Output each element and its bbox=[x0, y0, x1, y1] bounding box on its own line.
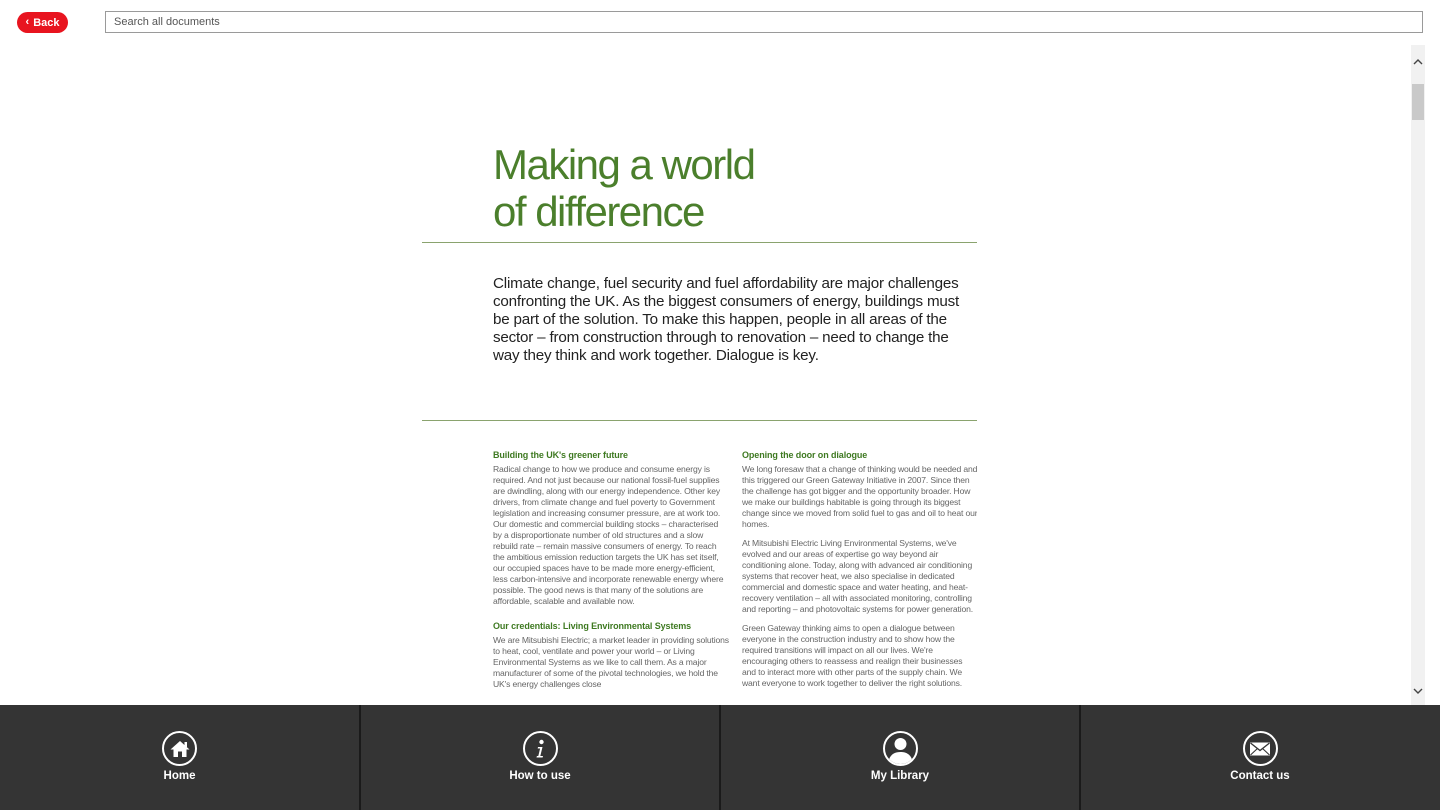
home-icon bbox=[162, 731, 197, 766]
nav-home-label: Home bbox=[163, 770, 196, 782]
right-paragraph-1: We long foresaw that a change of thinking would be needed and this triggered our Green Gateway Initiative in 2007. Since then the challenge has got bigger and the opportunity broader. How we make our buildings habitable is going through its biggest change since we moved from solid fuel to gas and oil to heat our homes. bbox=[742, 464, 977, 529]
back-button-label: Back bbox=[33, 16, 60, 29]
document-page bbox=[422, 45, 977, 705]
vertical-scrollbar[interactable] bbox=[1411, 45, 1425, 705]
nav-my-library-button[interactable] bbox=[719, 705, 1079, 810]
left-column bbox=[493, 450, 729, 698]
back-button[interactable] bbox=[17, 12, 68, 33]
document-title-line2: of difference bbox=[493, 188, 704, 235]
right-paragraph-2: At Mitsubishi Electric Living Environmental Systems, we've evolved and our areas of expertise go way beyond air conditioning alone. Today, along with advanced air conditioning systems that recover heat, we also specialise in dedicated commercial and domestic space and water heating, and heat-recovery ventilation – all with associated monitoring, controlling and reporting – and photovoltaic systems for power generation. bbox=[742, 538, 973, 614]
scroll-up-icon[interactable] bbox=[1411, 49, 1425, 73]
nav-contact-us-button[interactable] bbox=[1079, 705, 1439, 810]
nav-home-button[interactable] bbox=[0, 705, 359, 810]
mail-icon bbox=[1243, 731, 1278, 766]
document-title-line1: Making a world bbox=[493, 141, 755, 188]
left-paragraph-1: Radical change to how we produce and consume energy is required. And not just because our national fossil-fuel supplies are dwindling, along with our energy independence. Other key drivers, from climate change and fuel poverty to Government legislation and increasing consumer pressure, are at work too. Our domestic and commercial building stocks – characterised by a disproportionate number of old structures and a slow rebuild rate – remain massive consumers of energy. To reach the ambitious emission reduction targets the UK has set itself, our occupied spaces have to be made more energy-efficient, less carbon-intensive and incorporate renewable energy where possible. The good news is that many of the solutions are affordable, scalable and available now. bbox=[493, 464, 724, 606]
bottom-app-bar bbox=[0, 705, 1440, 810]
document-title bbox=[493, 141, 754, 235]
nav-contact-us-label: Contact us bbox=[1230, 770, 1290, 782]
scrollbar-thumb[interactable] bbox=[1412, 84, 1424, 120]
left-heading-1: Building the UK's greener future bbox=[493, 450, 628, 460]
right-column bbox=[742, 450, 977, 697]
document-intro: Climate change, fuel security and fuel affordability are major challenges confronting the UK. As the biggest consumers of energy, buildings must be part of the solution. To make this happen, people in all areas of the sector – from construction through to renovation – need to change the way they think and work together. Dialogue is key. bbox=[493, 275, 960, 364]
left-heading-2: Our credentials: Living Environmental Systems bbox=[493, 621, 692, 631]
divider-bottom bbox=[422, 420, 977, 421]
nav-my-library-label: My Library bbox=[870, 770, 930, 782]
person-icon bbox=[883, 731, 918, 766]
right-heading-1: Opening the door on dialogue bbox=[742, 450, 868, 460]
left-paragraph-2: We are Mitsubishi Electric; a market leader in providing solutions to heat, cool, ventilate and power your world – or Living Environmental Systems as we like to call them. As a major manufacturer of some of the pivotal technologies, we hold the UK's energy challenges close bbox=[493, 635, 729, 689]
right-paragraph-3: Green Gateway thinking aims to open a dialogue between everyone in the construction industry and to show how the required transitions will impact on all our lives. We're encouraging others to reassess and realign their businesses and to interact more with other parts of the supply chain. We want everyone to work together to deliver the right solutions. bbox=[742, 623, 963, 688]
scroll-down-icon[interactable] bbox=[1411, 679, 1425, 703]
nav-how-to-use-button[interactable] bbox=[359, 705, 719, 810]
divider-top bbox=[422, 242, 977, 243]
search-input[interactable] bbox=[105, 11, 1423, 33]
chevron-left-icon: ‹ bbox=[25, 16, 30, 28]
info-icon bbox=[523, 731, 558, 766]
nav-how-to-use-label: How to use bbox=[509, 770, 571, 782]
